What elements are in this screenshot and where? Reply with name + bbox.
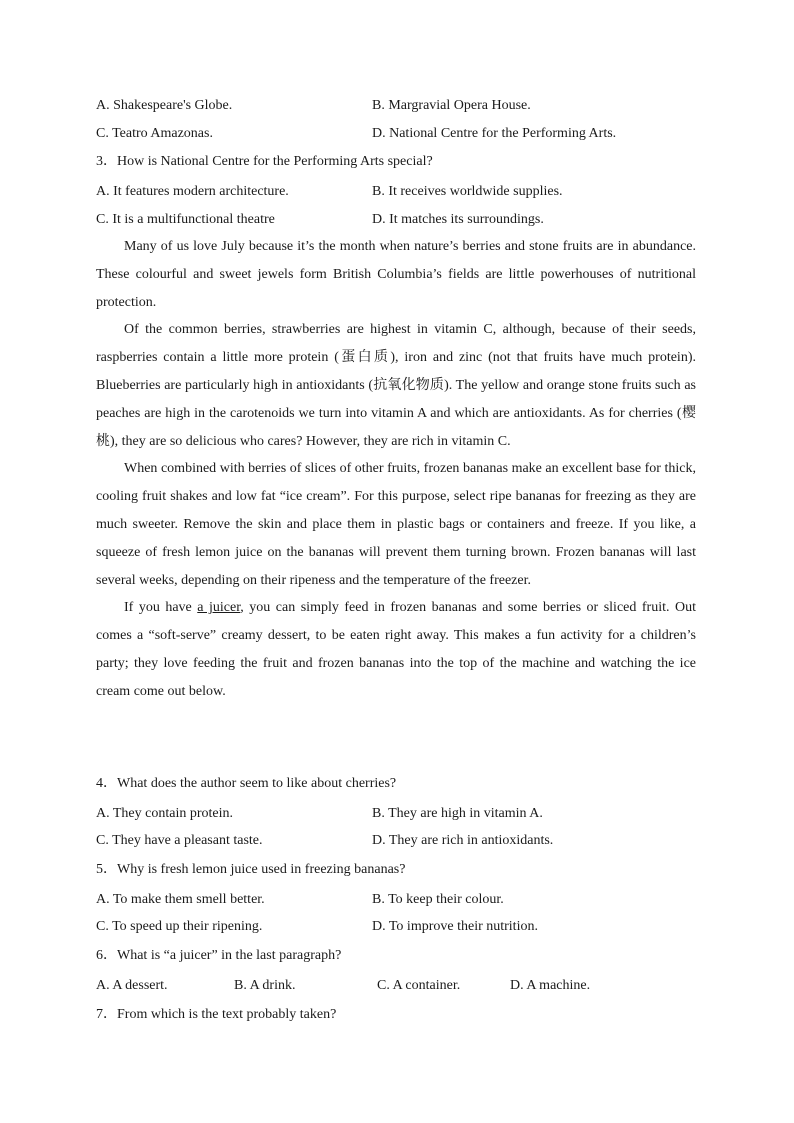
- q6-option-b: B. A drink.: [234, 978, 296, 993]
- q4-option-a: A. They contain protein.: [96, 806, 233, 821]
- q2-option-b: B. Margravial Opera House.: [372, 98, 531, 113]
- q5-option-d: D. To improve their nutrition.: [372, 919, 538, 934]
- q2-option-d: D. National Centre for the Performing Arts.: [372, 126, 617, 141]
- q6-option-d: D. A machine.: [510, 978, 591, 993]
- q6-stem: 6．What is “a juicer” in the last paragraph?: [96, 948, 342, 963]
- q2-option-a: A. Shakespeare's Globe.: [96, 98, 233, 113]
- q3-option-b: B. It receives worldwide supplies.: [372, 184, 563, 199]
- passage-paragraph-2: Of the common berries, strawberries are highest in vitamin C, although, because of their seeds, raspberries contain a little more protein (蛋白质), iron and zinc (not that fruits have much protein). Blueberries are particularly high in antioxidants (抗氧化物质). The yellow and orange stone fruits such as peaches are high in the carotenoids we turn into vitamin A and which are antioxidants. As for cherries (樱桃), they are so delicious who cares? However, they are rich in vitamin C.: [96, 322, 696, 449]
- q4-option-c: C. They have a pleasant taste.: [96, 833, 263, 848]
- q5-option-b: B. To keep their colour.: [372, 892, 504, 907]
- passage-paragraph-4: [96, 594, 696, 705]
- p4-start: If you have: [124, 600, 198, 616]
- juicer-underlined: a juicer: [197, 600, 241, 616]
- q6-option-c: C. A container.: [377, 978, 461, 993]
- q3-stem: 3．How is National Centre for the Performing Arts special?: [96, 154, 433, 169]
- q3-option-c: C. It is a multifunctional theatre: [96, 212, 275, 227]
- q3-option-d: D. It matches its surroundings.: [372, 212, 544, 227]
- q5-option-c: C. To speed up their ripening.: [96, 919, 263, 934]
- q2-option-c: C. Teatro Amazonas.: [96, 126, 213, 141]
- q6-option-a: A. A dessert.: [96, 978, 168, 993]
- p4-rest: , you can simply feed in frozen bananas and some berries or sliced fruit. Out comes a “soft-serve” creamy dessert, to be eaten right away. This makes a fun activity for a children’s party; they love feeding the fruit and frozen bananas into the top of the machine and watching the ice cream come out below.: [96, 600, 696, 699]
- q5-stem: 5．Why is fresh lemon juice used in freezing bananas?: [96, 862, 406, 877]
- reading-passage: [96, 233, 696, 706]
- passage-paragraph-3: When combined with berries of slices of other fruits, frozen bananas make an excellent base for thick, cooling fruit shakes and low fat “ice cream”. For this purpose, select ripe bananas for freezing as they are much sweeter. Remove the skin and place them in plastic bags or containers and freeze. If you like, a squeeze of fresh lemon juice on the bananas will prevent them turning brown. Frozen bananas will last several weeks, depending on their ripeness and the temperature of the freezer.: [96, 461, 696, 588]
- q7-stem: 7．From which is the text probably taken?: [96, 1007, 337, 1022]
- q5-option-a: A. To make them smell better.: [96, 892, 265, 907]
- q3-option-a: A. It features modern architecture.: [96, 184, 289, 199]
- q4-stem: 4．What does the author seem to like about cherries?: [96, 776, 397, 791]
- passage-paragraph-1: Many of us love July because it’s the month when nature’s berries and stone fruits are in abundance. These colourful and sweet jewels form British Columbia’s fields are little powerhouses of nutritional protection.: [96, 239, 696, 310]
- q4-option-b: B. They are high in vitamin A.: [372, 806, 543, 821]
- q4-option-d: D. They are rich in antioxidants.: [372, 833, 554, 848]
